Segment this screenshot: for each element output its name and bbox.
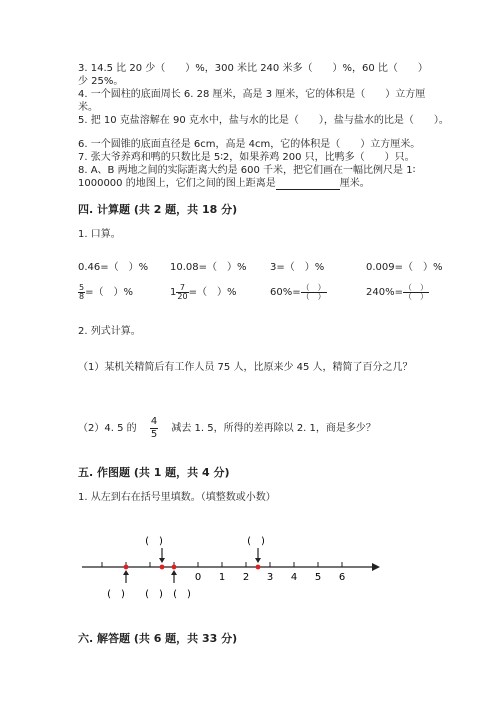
fraction: $\frac{5}{8}$ bbox=[79, 283, 85, 301]
question-8-text: 1000000 的地图上，它们之间的图上距离是 bbox=[78, 178, 276, 189]
fraction: $\frac{4}{5}$ bbox=[150, 416, 158, 440]
calc-question-1: （1）某机关精简后有工作人员 75 人，比原来少 45 人，精简了百分之几？ bbox=[78, 362, 413, 373]
sub-question-2: 2. 列式计算。 bbox=[78, 326, 141, 337]
oral-item-1: 0.46=（ ）% bbox=[78, 262, 149, 273]
question-3-line1: 3. 14.5 比 20 少（ ）%，300 米比 240 米多（ ）%，60 比（ ） bbox=[78, 63, 428, 74]
section-4-title: 四. 计算题 (共 2 题，共 18 分) bbox=[78, 203, 238, 216]
tick-label: 6 bbox=[338, 572, 346, 583]
question-5: 5. 把 10 克盐溶解在 90 克水中，盐与水的比是（ ），盐与盐水的比是（ ）。 bbox=[78, 115, 449, 126]
tick-label: 3 bbox=[266, 572, 274, 583]
fraction: $\frac{( )}{( )}$ bbox=[403, 283, 428, 301]
question-8-line1: 8. A、B 两地之间的实际距离大约是 600 千米，把它们画在一幅比例尺是 1∶ bbox=[78, 165, 416, 176]
question-7: 7. 张大爷养鸡和鸭的只数比是 5∶2，如果养鸡 200 只，比鸭多（ ）只。 bbox=[78, 152, 415, 163]
oral-item-8: 240%= $\frac{( )}{( )}$ bbox=[366, 283, 428, 301]
point-marker bbox=[172, 565, 177, 570]
calc-question-2: （2）4. 5 的 $\frac{4}{5}$ 减去 1. 5，所得的差再除以 2. 1，商是多少？ bbox=[78, 416, 376, 440]
answer-paren-bottom: ( ) bbox=[107, 589, 125, 600]
question-4-line1: 4. 一个圆柱的底面周长 6. 28 厘米，高是 3 厘米，它的体积是（ ）立方厘 bbox=[78, 89, 426, 100]
point-marker bbox=[256, 565, 261, 570]
answer-paren-top: ( ) bbox=[247, 536, 265, 547]
oral-item-5: $\frac{5}{8}$ =（ ）% bbox=[79, 283, 133, 301]
point-marker bbox=[124, 565, 129, 570]
tick-label: 0 bbox=[194, 572, 202, 583]
question-3-line2: 少 25%。 bbox=[78, 76, 124, 87]
answer-paren-bottom: ( ) bbox=[173, 589, 191, 600]
question-8-unit: 厘米。 bbox=[339, 178, 370, 189]
fraction: $\frac{7}{20}$ bbox=[177, 283, 188, 301]
number-line bbox=[70, 525, 390, 605]
question-6: 6. 一个圆锥的底面直径是 6cm，高是 4cm，它的体积是（ ）立方厘米。 bbox=[78, 139, 421, 150]
question-4-line2: 米。 bbox=[78, 102, 98, 113]
tick-label: 1 bbox=[218, 572, 226, 583]
axis-arrow-icon bbox=[372, 563, 380, 571]
sub-question-1: 1. 口算。 bbox=[78, 229, 121, 240]
section-6-title: 六. 解答题 (共 6 题，共 33 分) bbox=[78, 632, 238, 645]
tick-label: 2 bbox=[242, 572, 250, 583]
oral-item-4: 0.009=（ ）% bbox=[366, 262, 443, 273]
oral-item-7: 60%= $\frac{( )}{( )}$ bbox=[270, 283, 326, 301]
answer-blank bbox=[276, 179, 340, 190]
oral-item-2: 10.08=（ ）% bbox=[170, 262, 247, 273]
answer-paren-top: ( ) bbox=[145, 536, 163, 547]
point-marker bbox=[160, 565, 165, 570]
oral-item-6: 1 $\frac{7}{20}$ =（ ）% bbox=[170, 283, 237, 301]
tick-label: 5 bbox=[314, 572, 322, 583]
drawing-question-1: 1. 从左到右在括号里填数。（填整数或小数） bbox=[78, 492, 276, 503]
tick-label: 4 bbox=[290, 572, 298, 583]
oral-item-3: 3=（ ）% bbox=[270, 262, 325, 273]
section-5-title: 五. 作图题 (共 1 题，共 4 分) bbox=[78, 466, 230, 479]
fraction: $\frac{( )}{( )}$ bbox=[301, 283, 326, 301]
question-8-line2 bbox=[78, 177, 370, 190]
answer-paren-bottom: ( ) bbox=[145, 589, 163, 600]
